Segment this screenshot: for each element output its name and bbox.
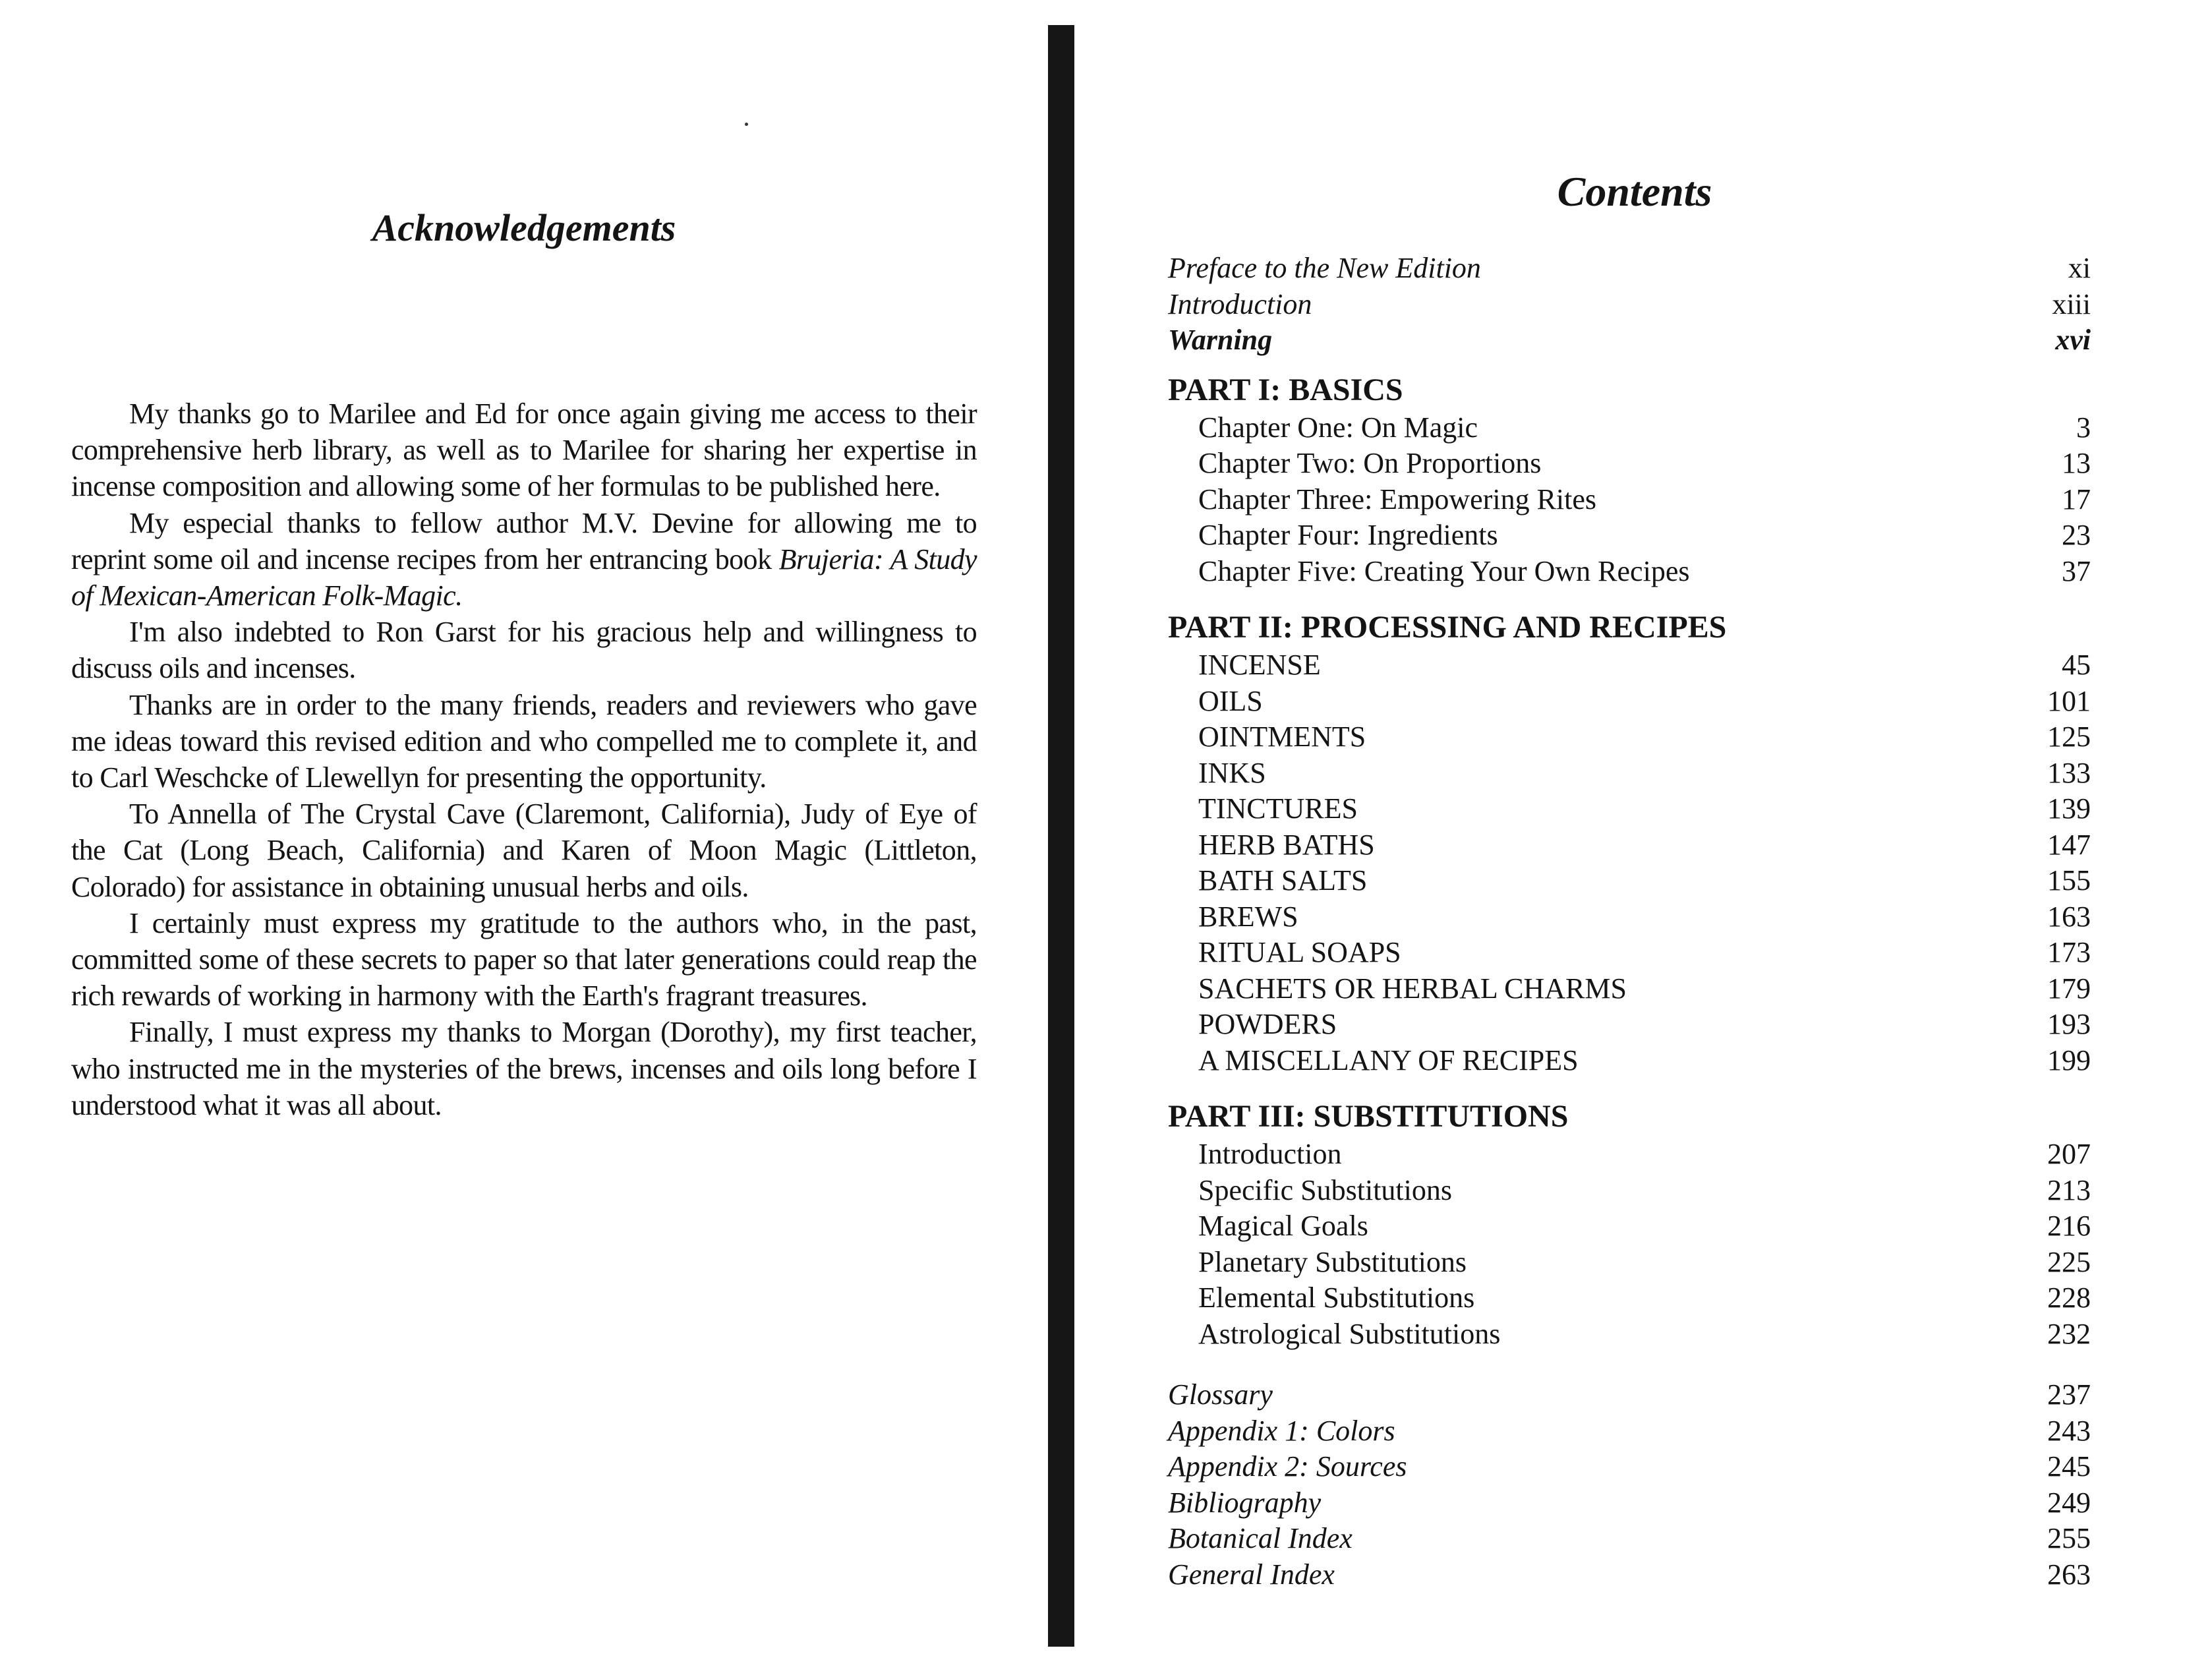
toc-entry-page: 17 [2062,483,2091,515]
toc-entry [1168,1136,2091,1173]
toc-entry-label: BATH SALTS [1198,864,1368,897]
toc-entry [1168,971,2091,1007]
toc-entry-label: Botanical Index [1168,1522,1353,1554]
toc-entry-page: xi [2068,252,2091,284]
toc-entry-page: 37 [2062,554,2091,587]
book-gutter [1048,25,1074,1647]
toc-entry [1168,863,2091,899]
toc-entry [1168,1316,2091,1353]
toc-entry-page: 139 [2047,792,2091,825]
book-title: Brujeria: A Study of Mexican-American Folk-Magic. [71,543,977,612]
toc-entry [1168,899,2091,935]
toc-entry-label: Specific Substitutions [1198,1173,1452,1206]
toc-entry-label: Elemental Substitutions [1198,1281,1475,1314]
toc-entry-label: POWDERS [1198,1008,1337,1040]
toc-entry-label: Glossary [1168,1378,1273,1411]
acknowledgements-title: Acknowledgements [372,206,676,249]
scan-speck [745,123,748,126]
toc-entry [1168,1377,2091,1413]
toc-entry [1168,755,2091,792]
toc-entry-page: 243 [2047,1414,2091,1447]
toc-entry-label: OINTMENTS [1198,721,1366,753]
toc-entry-page: 237 [2047,1378,2091,1411]
toc-entry-page: 147 [2047,828,2091,861]
toc-entry [1168,1007,2091,1043]
toc-entry-page: 179 [2047,972,2091,1005]
toc-entry-label: BREWS [1198,900,1298,933]
toc-entry-label: OILS [1198,684,1263,717]
toc-entry [1168,684,2091,720]
part-heading: PART III: SUBSTITUTIONS [1168,1099,1569,1134]
ack-paragraph: Thanks are in order to the many friends, readers and reviewers who gave me ideas toward this revised edition and who compelled me to complete it, and to Carl Weschcke of Llewellyn for presenting the opportunity. [71,688,977,794]
toc-entry-label: General Index [1168,1558,1335,1591]
toc-entry [1168,1208,2091,1245]
acknowledgements-page [0,0,1048,1677]
toc-entry [1168,1043,2091,1079]
toc-entry-page: 249 [2047,1486,2091,1519]
toc-entry-label: INCENSE [1198,649,1321,681]
toc-entry-page: 3 [2076,411,2091,444]
toc-entry-page: 216 [2047,1210,2091,1242]
ack-paragraph: I'm also indebted to Ron Garst for his gracious help and willingness to discuss oils and incenses. [71,616,977,685]
toc-entry-label: Chapter Three: Empowering Rites [1198,483,1597,515]
part-heading: PART II: PROCESSING AND RECIPES [1168,610,1727,645]
toc-entry-page: 125 [2047,721,2091,753]
toc-entry-page: 133 [2047,756,2091,789]
toc-entry [1168,250,2091,287]
toc-entry-label: Planetary Substitutions [1198,1245,1467,1278]
toc-entry-page: 228 [2047,1281,2091,1314]
toc-entry [1168,517,2091,554]
toc-entry-label: Chapter Four: Ingredients [1198,519,1498,551]
toc-entry-page: 232 [2047,1317,2091,1350]
toc-entry-label: Astrological Substitutions [1198,1317,1501,1350]
toc-entry-label: Preface to the New Edition [1168,252,1481,284]
toc-entry-page: 207 [2047,1138,2091,1170]
ack-paragraph: My thanks go to Marilee and Ed for once again giving me access to their comprehensive herb library, as well as to Marilee for sharing her expertise in incense composition and allowing some of her formulas to be published here. [71,397,977,503]
toc-entry [1168,1485,2091,1521]
toc-entry-page: 225 [2047,1245,2091,1278]
contents-title: Contents [1557,168,1712,215]
toc-entry-page: 45 [2062,649,2091,681]
toc-entry-label: RITUAL SOAPS [1198,936,1401,968]
toc-entry-page: 163 [2047,900,2091,933]
toc-entry-label: Introduction [1168,287,1312,320]
toc-entry-label: Warning [1168,324,1273,356]
ack-paragraph: I certainly must express my gratitude to the authors who, in the past, committed some of these secrets to paper so that later generations could reap the rich rewards of working in harmony with the Earth's fragrant treasures. [71,906,977,1013]
toc-entry-label: Bibliography [1168,1486,1322,1519]
toc-entry-page: 255 [2047,1522,2091,1554]
toc-entry [1168,647,2091,684]
toc-entry [1168,287,2091,323]
toc-entry-page: 199 [2047,1044,2091,1076]
toc-entry [1168,1413,2091,1450]
toc-entry-label: Appendix 2: Sources [1168,1450,1407,1483]
acknowledgements-body [71,396,977,1123]
toc-entry-label: A MISCELLANY OF RECIPES [1198,1044,1579,1076]
ack-paragraph: Finally, I must express my thanks to Morgan (Dorothy), my first teacher, who instructed me in the mysteries of the brews, incenses and oils long before I understood what it was all about. [71,1016,977,1121]
toc-entry [1168,1521,2091,1557]
toc-entry-page: 101 [2047,684,2091,717]
toc-entry-label: Introduction [1198,1138,1342,1170]
toc-entry [1168,1280,2091,1316]
toc-entry-page: 263 [2047,1558,2091,1591]
toc-entry-page: 193 [2047,1008,2091,1040]
toc-entry [1168,410,2091,446]
toc-entry-label: SACHETS OR HERBAL CHARMS [1198,972,1627,1005]
ack-paragraph: To Annella of The Crystal Cave (Claremont, California), Judy of Eye of the Cat (Long Beach, California) and Karen of Moon Magic (Littleton, Colorado) for assistance in obtaining unusual herbs and oils. [71,798,977,903]
toc-entry-page: 213 [2047,1173,2091,1206]
toc-entry [1168,1557,2091,1593]
toc-entry [1168,827,2091,864]
toc-entry-label: Chapter Five: Creating Your Own Recipes [1198,554,1690,587]
toc-entry [1168,446,2091,482]
toc-entry [1168,1245,2091,1281]
toc-entry-label: TINCTURES [1198,792,1358,825]
toc-entry [1168,719,2091,755]
ack-paragraph [71,505,977,614]
toc-entry [1168,322,2091,359]
toc-entry-page: 173 [2047,936,2091,968]
toc-entry-label: Chapter Two: On Proportions [1198,447,1542,479]
toc-entry-label: HERB BATHS [1198,828,1375,861]
toc-entry [1168,554,2091,590]
ack-paragraph-text: My especial thanks to fellow author M.V. Devine for allowing me to reprint some oil and incense recipes from her entrancing book [71,506,977,575]
table-of-contents [1168,250,2091,1593]
toc-entry-page: 155 [2047,864,2091,897]
toc-entry-page: 23 [2062,519,2091,551]
toc-entry-label: Magical Goals [1198,1210,1368,1242]
toc-entry [1168,791,2091,827]
toc-entry [1168,1449,2091,1485]
toc-entry-label: INKS [1198,756,1266,789]
toc-entry [1168,482,2091,518]
toc-entry-page: xvi [2055,324,2091,356]
toc-entry-label: Chapter One: On Magic [1198,411,1478,444]
part-heading: PART I: BASICS [1168,372,1403,407]
toc-entry-page: 245 [2047,1450,2091,1483]
toc-entry [1168,935,2091,971]
toc-entry-page: 13 [2062,447,2091,479]
toc-entry-label: Appendix 1: Colors [1168,1414,1395,1447]
contents-page [1074,0,2212,1677]
toc-entry-page: xiii [2052,287,2091,320]
toc-entry [1168,1173,2091,1209]
